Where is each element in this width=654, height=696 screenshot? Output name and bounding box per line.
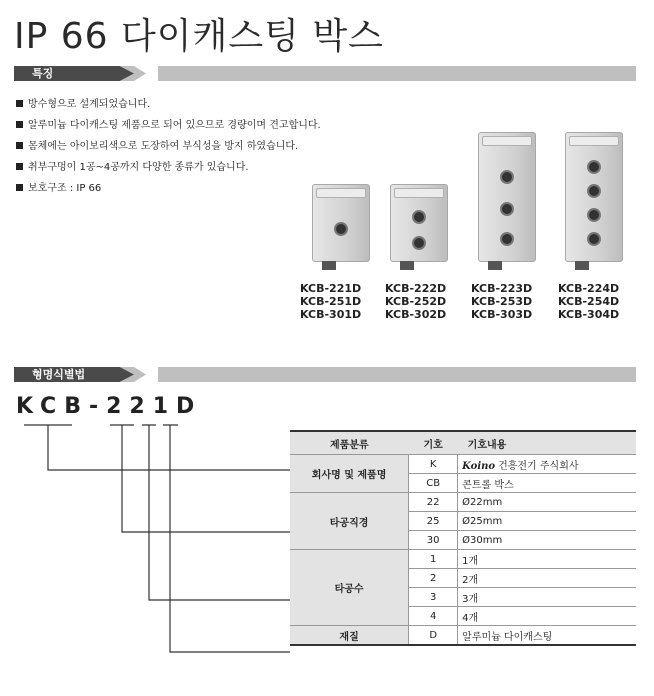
category-cell: 재질 xyxy=(290,626,409,646)
feature-item: 보호구조 : IP 66 xyxy=(16,178,321,199)
description-cell: 콘트롤 박스 xyxy=(458,474,636,493)
table-row xyxy=(290,493,636,512)
col-header-description: 기호내용 xyxy=(458,431,636,455)
section-label: 형명식별법 xyxy=(32,368,86,381)
brand-logo: Koino xyxy=(462,460,496,472)
table-row xyxy=(290,455,636,474)
category-cell: 타공수 xyxy=(290,550,409,626)
model-list-4: KCB-224D KCB-254D KCB-304D xyxy=(558,282,620,321)
description-cell: Ø22mm xyxy=(458,493,636,512)
section-label: 특징 xyxy=(32,67,54,80)
feature-item: 취부구멍이 1공~4공까지 다양한 종류가 있습니다. xyxy=(16,157,321,178)
symbol-cell: D xyxy=(409,626,458,646)
description-cell: Ø25mm xyxy=(458,512,636,531)
model-list-1: KCB-221D KCB-251D KCB-301D xyxy=(300,282,362,321)
code-spec-table xyxy=(290,430,636,646)
model-list-2: KCB-222D KCB-252D KCB-302D xyxy=(385,282,447,321)
symbol-cell: 3 xyxy=(409,588,458,607)
col-header-category: 제품분류 xyxy=(290,431,409,455)
category-cell: 타공직경 xyxy=(290,493,409,550)
page-title: IP 66 다이캐스팅 박스 xyxy=(14,16,384,57)
symbol-cell: CB xyxy=(409,474,458,493)
model-list-3: KCB-223D KCB-253D KCB-303D xyxy=(471,282,533,321)
symbol-cell: 2 xyxy=(409,569,458,588)
symbol-cell: 30 xyxy=(409,531,458,550)
symbol-cell: 25 xyxy=(409,512,458,531)
description-cell: 4개 xyxy=(458,607,636,626)
description-cell: Koino 건흥전기 주식회사 xyxy=(458,455,636,474)
feature-item: 알루미늄 다이캐스팅 제품으로 되어 있으므로 경량이며 견고합니다. xyxy=(16,115,321,136)
col-header-symbol: 기호 xyxy=(409,431,458,455)
description-cell: 2개 xyxy=(458,569,636,588)
feature-item: 방수형으로 설계되었습니다. xyxy=(16,94,321,115)
symbol-cell: K xyxy=(409,455,458,474)
model-code: KCB-221D xyxy=(16,394,203,419)
table-header-row xyxy=(290,431,636,455)
feature-item: 몸체에는 아이보리색으로 도장하여 부식성을 방지 하였습니다. xyxy=(16,136,321,157)
category-cell: 회사명 및 제품명 xyxy=(290,455,409,493)
symbol-cell: 4 xyxy=(409,607,458,626)
table-row xyxy=(290,550,636,569)
symbol-cell: 22 xyxy=(409,493,458,512)
table-row xyxy=(290,626,636,646)
description-cell: 3개 xyxy=(458,588,636,607)
description-cell: Ø30mm xyxy=(458,531,636,550)
description-cell: 1개 xyxy=(458,550,636,569)
description-cell: 알루미늄 다이캐스팅 xyxy=(458,626,636,646)
symbol-cell: 1 xyxy=(409,550,458,569)
